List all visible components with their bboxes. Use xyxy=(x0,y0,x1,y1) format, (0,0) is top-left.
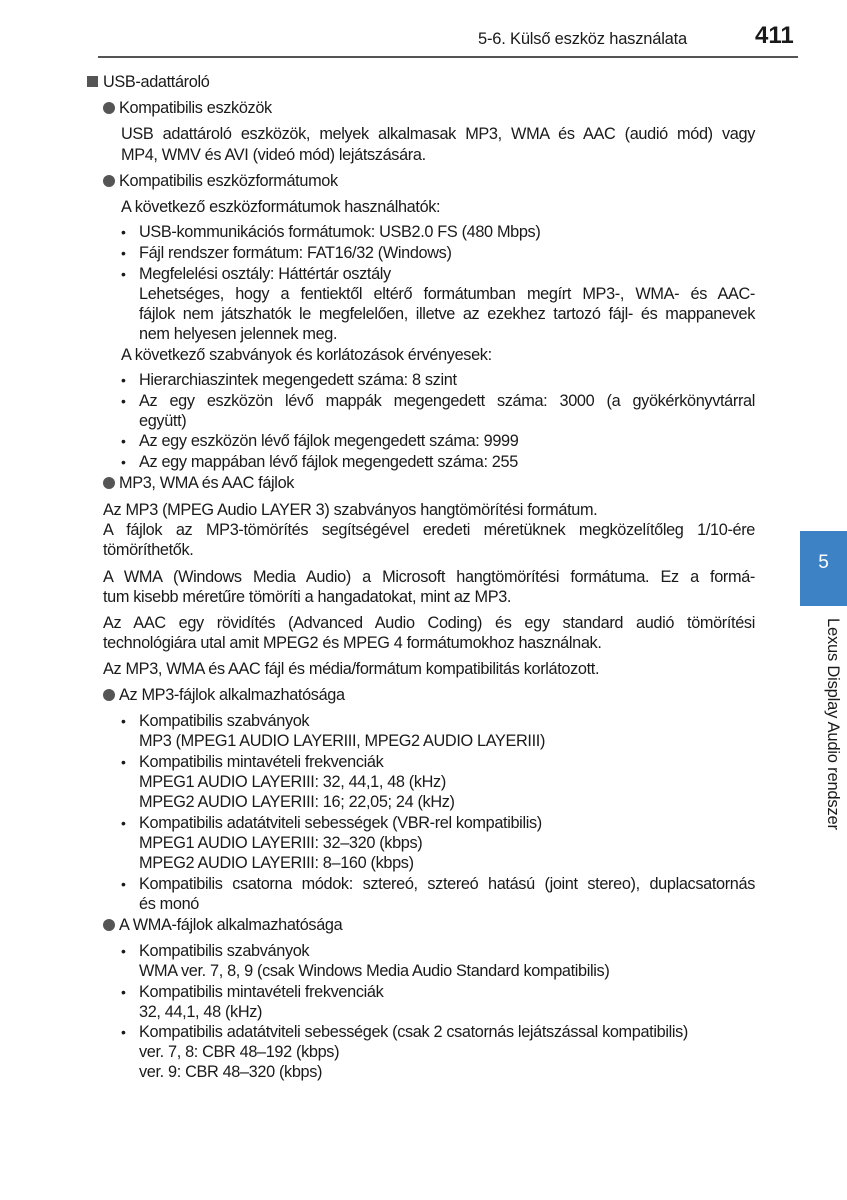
list-item-value: MPEG1 AUDIO LAYERIII: 32–320 (kbps) xyxy=(139,834,423,852)
chapter-tab xyxy=(800,531,847,606)
round-bullet-icon xyxy=(103,477,115,489)
chapter-number: 5 xyxy=(818,552,829,573)
list-item: Kompatibilis szabványok xyxy=(139,712,310,730)
subheading-wma xyxy=(103,915,342,935)
list-bullet: • xyxy=(121,393,126,409)
list-item-value: ver. 9: CBR 48–320 (kbps) xyxy=(139,1063,323,1081)
subheading-text: A WMA-fájlok alkalmazhatósága xyxy=(119,916,343,934)
subheading-formats xyxy=(103,171,338,191)
page-number: 411 xyxy=(755,22,794,49)
list-bullet: • xyxy=(121,754,126,770)
list-bullet: • xyxy=(121,713,126,729)
list-item: Fájl rendszer formátum: FAT16/32 (Windows) xyxy=(139,244,452,262)
section-title: 5-6. Külső eszköz használata xyxy=(478,30,688,48)
subheading-text: MP3, WMA és AAC fájlok xyxy=(119,474,295,492)
paragraph-line: Az MP3 (MPEG Audio LAYER 3) szabványos hangtömörítési formátum. xyxy=(103,501,598,519)
list-item: Kompatibilis csatorna módok: sztereó, sztereó hatású (joint stereo), duplacsatornás xyxy=(139,875,755,893)
list-bullet: • xyxy=(121,815,126,831)
header-rule xyxy=(98,56,798,58)
list-item-value: MPEG1 AUDIO LAYERIII: 32, 44,1, 48 (kHz) xyxy=(139,773,446,791)
round-bullet-icon xyxy=(103,175,115,187)
list-item: Az egy eszközön lévő fájlok megengedett száma: 9999 xyxy=(139,432,519,450)
list-bullet: • xyxy=(121,433,126,449)
paragraph-line: A következő szabványok és korlátozások érvényesek: xyxy=(121,346,492,364)
list-bullet: • xyxy=(121,876,126,892)
list-item-value: MPEG2 AUDIO LAYERIII: 8–160 (kbps) xyxy=(139,854,414,872)
list-bullet: • xyxy=(121,454,126,470)
list-bullet: • xyxy=(121,224,126,240)
list-item: Kompatibilis mintavételi frekvenciák xyxy=(139,983,384,1001)
paragraph-line: A következő eszközformátumok használhatók: xyxy=(121,198,441,216)
subheading-files xyxy=(103,473,294,493)
list-item-value: ver. 7, 8: CBR 48–192 (kbps) xyxy=(139,1043,340,1061)
list-bullet: • xyxy=(121,372,126,388)
list-item: Az egy eszközön lévő mappák megengedett száma: 3000 (a gyökérkönyvtárral xyxy=(139,392,755,410)
list-item: USB-kommunikációs formátumok: USB2.0 FS (480 Mbps) xyxy=(139,223,541,241)
list-item-value: MP3 (MPEG1 AUDIO LAYERIII, MPEG2 AUDIO LAYERIII) xyxy=(139,732,546,750)
paragraph-line: tum kisebb méretűre tömöríti a hangadatokat, mint az MP3. xyxy=(103,588,512,606)
subheading-text: Az MP3-fájlok alkalmazhatósága xyxy=(119,686,345,704)
subheading-text: Kompatibilis eszközformátumok xyxy=(119,172,338,190)
subheading-mp3 xyxy=(103,685,345,705)
paragraph-line: technológiára utal amit MPEG2 és MPEG 4 formátumokhoz használnak. xyxy=(103,634,602,652)
page-header xyxy=(0,0,847,60)
list-item-continuation: nem helyesen jelennek meg. xyxy=(139,325,338,343)
paragraph-line: Az AAC egy rövidítés (Advanced Audio Coding) és egy standard audió tömörítési xyxy=(103,614,755,632)
list-bullet: • xyxy=(121,984,126,1000)
list-bullet: • xyxy=(121,266,126,282)
list-item-continuation: Lehetséges, hogy a fentiektől eltérő formátumban megírt MP3-, WMA- és AAC- xyxy=(139,285,755,303)
list-item: Kompatibilis adatátviteli sebességek (VBR-rel kompatibilis) xyxy=(139,814,542,832)
square-bullet-icon xyxy=(87,76,98,87)
subheading-compat-devices xyxy=(103,98,272,118)
list-item: Kompatibilis adatátviteli sebességek (csak 2 csatornás lejátszással kompatibilis) xyxy=(139,1023,688,1041)
list-item: Kompatibilis mintavételi frekvenciák xyxy=(139,753,384,771)
list-item-continuation: fájlok nem játszhatók le megfelelően, illetve az ezekhez tartozó fájl- és mappanevek xyxy=(139,305,755,323)
round-bullet-icon xyxy=(103,102,115,114)
paragraph-line: A fájlok az MP3-tömörítés segítségével eredeti méretüknek megközelítőleg 1/10-ére xyxy=(103,521,755,539)
paragraph-line: Az MP3, WMA és AAC fájl és média/formátum kompatibilitás korlátozott. xyxy=(103,660,600,678)
list-item-continuation: együtt) xyxy=(139,412,187,430)
paragraph-line: tömöríthetők. xyxy=(103,541,194,559)
subheading-text: Kompatibilis eszközök xyxy=(119,99,272,117)
list-item: Megfelelési osztály: Háttértár osztály xyxy=(139,265,391,283)
round-bullet-icon xyxy=(103,919,115,931)
paragraph-line: A WMA (Windows Media Audio) a Microsoft hangtömörítési formátuma. Ez a formá- xyxy=(103,568,755,586)
list-bullet: • xyxy=(121,245,126,261)
paragraph-line: MP4, WMV és AVI (videó mód) lejátszására. xyxy=(121,146,426,164)
list-item: Hierarchiaszintek megengedett száma: 8 szint xyxy=(139,371,457,389)
list-item: Az egy mappában lévő fájlok megengedett száma: 255 xyxy=(139,453,518,471)
list-item-value: WMA ver. 7, 8, 9 (csak Windows Media Audio Standard kompatibilis) xyxy=(139,962,610,980)
list-item-value: MPEG2 AUDIO LAYERIII: 16; 22,05; 24 (kHz) xyxy=(139,793,455,811)
list-item-continuation: és monó xyxy=(139,895,199,913)
chapter-title: Lexus Display Audio rendszer xyxy=(824,618,842,830)
paragraph-line: USB adattároló eszközök, melyek alkalmasak MP3, WMA és AAC (audió mód) vagy xyxy=(121,125,755,143)
list-item-value: 32, 44,1, 48 (kHz) xyxy=(139,1003,263,1021)
list-item: Kompatibilis szabványok xyxy=(139,942,310,960)
list-bullet: • xyxy=(121,943,126,959)
round-bullet-icon xyxy=(103,689,115,701)
list-bullet: • xyxy=(121,1024,126,1040)
heading-text: USB-adattároló xyxy=(103,73,210,91)
section-heading xyxy=(87,72,209,92)
